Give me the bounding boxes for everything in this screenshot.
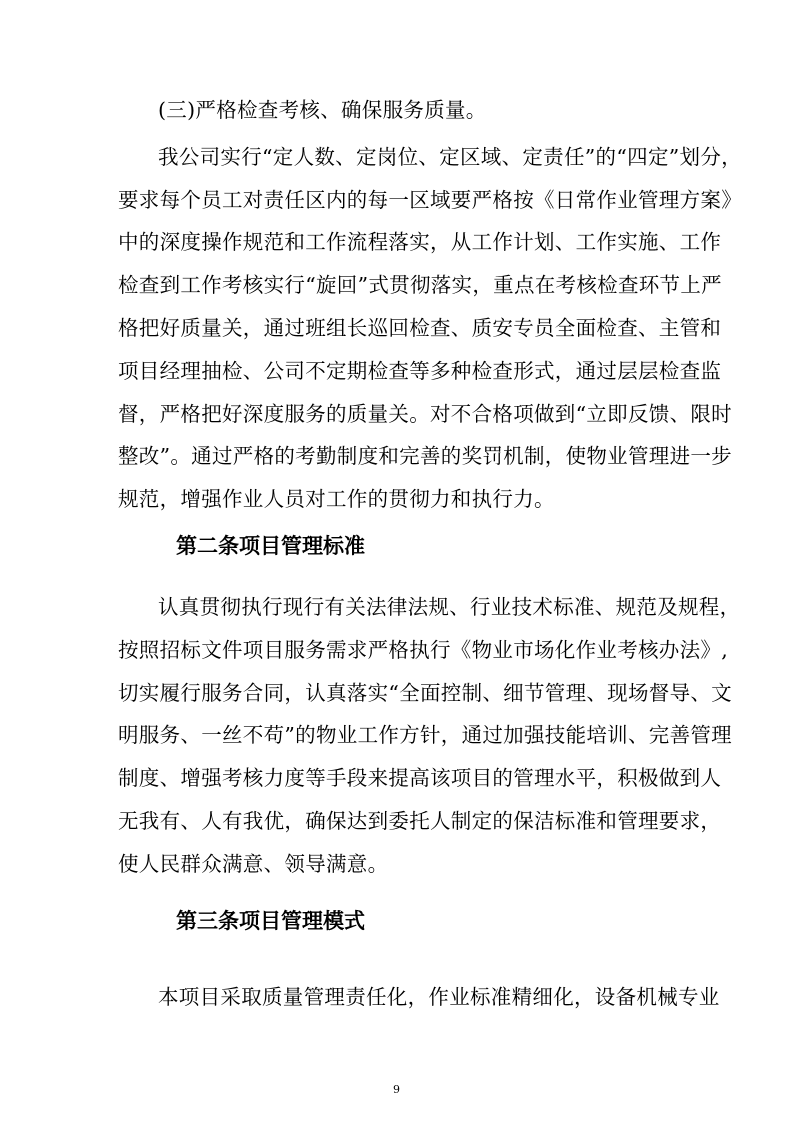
page-number: 9	[393, 1083, 400, 1096]
paragraph-line: 要求每个员工对责任区内的每一区域要严格按《日常作业管理方案》	[118, 187, 742, 212]
article2-heading: 第二条项目管理标准	[176, 533, 365, 558]
paragraph-line: 整改”。通过严格的考勤制度和完善的奖罚机制，使物业管理进一步	[118, 444, 732, 469]
paragraph-line: 切实履行服务合同，认真落实“全面控制、细节管理、现场督导、文	[118, 680, 732, 705]
paragraph-line: 制度、增强考核力度等手段来提高该项目的管理水平，积极做到人	[118, 766, 722, 791]
paragraph-line: 督，严格把好深度服务的质量关。对不合格项做到“立即反馈、限时	[118, 401, 732, 426]
paragraph-line: 明服务、一丝不苟”的物业工作方针，通过加强技能培训、完善管理	[118, 723, 732, 748]
paragraph-line: 我公司实行“定人数、定岗位、定区域、定责任”的“四定”划分，	[158, 144, 742, 169]
paragraph-line: 按照招标文件项目服务需求严格执行《物业市场化作业考核办法》,	[118, 637, 729, 662]
paragraph-line: 格把好质量关，通过班组长巡回检查、质安专员全面检查、主管和	[118, 315, 722, 340]
section3-block	[118, 89, 742, 521]
article3-heading: 第三条项目管理模式	[176, 908, 365, 933]
paragraph-line: 无我有、人有我优，确保达到委托人制定的保洁标准和管理要求，	[118, 808, 722, 833]
paragraph-line: 项目经理抽检、公司不定期检查等多种检查形式，通过层层检查监	[118, 358, 722, 383]
article3-block	[118, 976, 720, 1019]
paragraph-line: 认真贯彻执行现行有关法律法规、行业技术标准、规范及规程，	[158, 595, 741, 619]
subheading: (三)严格检查考核、确保服务质量。	[158, 98, 487, 122]
paragraph-line: 规范，增强作业人员对工作的贯彻力和执行力。	[118, 487, 555, 512]
article2-block	[118, 586, 741, 886]
paragraph-line: 检查到工作考核实行“旋回”式贯彻落实，重点在考核检查环节上严	[118, 273, 722, 298]
paragraph-line: 使人民群众满意、领导满意。	[118, 851, 389, 876]
paragraph-line: 中的深度操作规范和工作流程落实，从工作计划、工作实施、工作	[118, 230, 722, 255]
paragraph-line: 本项目采取质量管理责任化，作业标准精细化，设备机械专业	[158, 985, 720, 1009]
